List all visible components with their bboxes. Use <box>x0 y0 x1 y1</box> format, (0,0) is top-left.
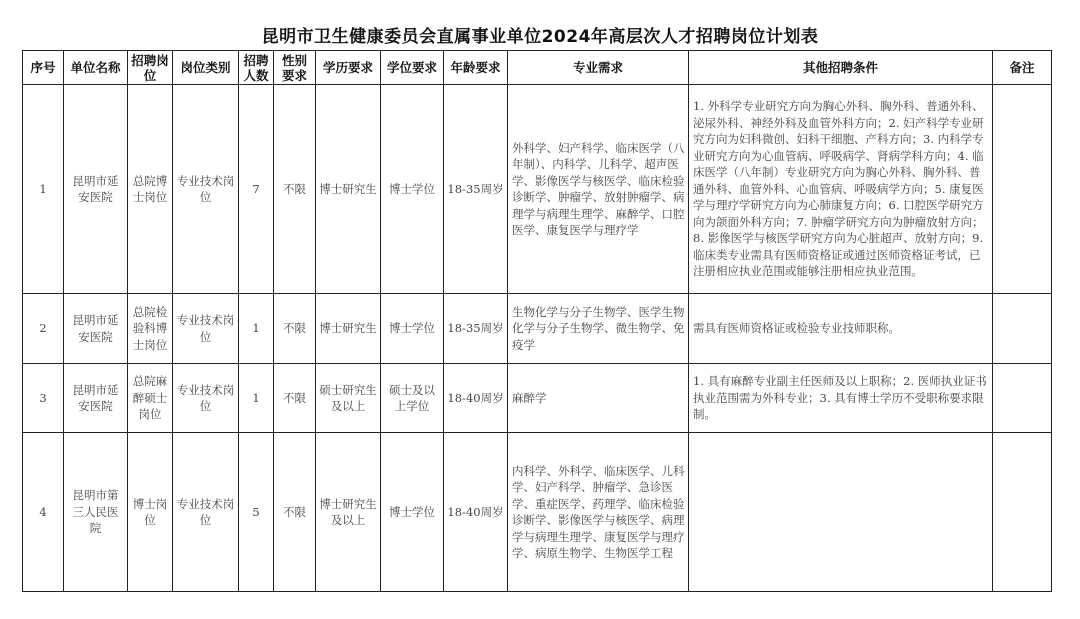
cell-count: 1 <box>239 294 274 364</box>
cell-other: 1. 外科学专业研究方向为胸心外科、胸外科、普通外科、泌尿外科、神经外科及血管外科方向；2. 妇产科学专业研究方向为妇科微创、妇科干细胞、产科方向；3. 内科学专业研究方向为心血管病、呼吸病学、肾病学科方向；4. 临床医学（八年制）专业研究方向为胸心外科、胸外科、普通外科、血管外科、心血管病、呼吸病学方向；5. 康复医学与理疗学研究方向为心肺康复方向；6. 口腔医学研究方向为颌面外科方向；7. 肿瘤学研究方向为肿瘤放射方向；8. 影像医学与核医学研究方向为心脏超声、放射方向；9. 临床类专业需具有医师资格证或通过医师资格证考试，已注册相应执业范围或能够注册相应执业范围。 <box>689 85 993 294</box>
cell-education: 博士研究生及以上 <box>316 433 381 592</box>
header-major: 专业需求 <box>508 51 689 85</box>
cell-degree: 博士学位 <box>381 433 444 592</box>
cell-remark <box>993 364 1052 433</box>
cell-gender: 不限 <box>274 294 316 364</box>
cell-education: 博士研究生 <box>316 294 381 364</box>
page-title: 昆明市卫生健康委员会直属事业单位2024年高层次人才招聘岗位计划表 <box>261 27 819 47</box>
cell-remark <box>993 433 1052 592</box>
header-unit: 单位名称 <box>64 51 128 85</box>
cell-other <box>689 433 993 592</box>
header-row <box>23 51 1052 85</box>
header-category: 岗位类别 <box>173 51 239 85</box>
cell-gender: 不限 <box>274 433 316 592</box>
cell-major: 外科学、妇产科学、临床医学（八年制）、内科学、儿科学、超声医学、影像医学与核医学、临床检验诊断学、肿瘤学、放射肿瘤学、病理学与病理生理学、麻醉学、口腔医学、康复医学与理疗学 <box>508 85 689 294</box>
cell-degree: 博士学位 <box>381 85 444 294</box>
cell-other: 需具有医师资格证或检验专业技师职称。 <box>689 294 993 364</box>
header-age: 年龄要求 <box>444 51 508 85</box>
header-post: 招聘岗位 <box>128 51 173 85</box>
header-gender: 性别要求 <box>274 51 316 85</box>
cell-post: 总院博士岗位 <box>128 85 173 294</box>
header-education: 学历要求 <box>316 51 381 85</box>
cell-post: 博士岗位 <box>128 433 173 592</box>
cell-category: 专业技术岗位 <box>173 364 239 433</box>
recruitment-plan-table <box>22 50 1052 592</box>
header-count: 招聘人数 <box>239 51 274 85</box>
cell-degree: 博士学位 <box>381 294 444 364</box>
table-row <box>23 364 1052 433</box>
cell-remark <box>993 85 1052 294</box>
cell-no: 4 <box>23 433 64 592</box>
cell-post: 总院麻醉硕士岗位 <box>128 364 173 433</box>
header-remark: 备注 <box>993 51 1052 85</box>
cell-count: 5 <box>239 433 274 592</box>
table-row <box>23 85 1052 294</box>
cell-age: 18-40周岁 <box>444 364 508 433</box>
cell-no: 1 <box>23 85 64 294</box>
cell-unit: 昆明市延安医院 <box>64 364 128 433</box>
cell-degree: 硕士及以上学位 <box>381 364 444 433</box>
cell-category: 专业技术岗位 <box>173 85 239 294</box>
cell-post: 总院检验科博士岗位 <box>128 294 173 364</box>
cell-education: 硕士研究生及以上 <box>316 364 381 433</box>
cell-education: 博士研究生 <box>316 85 381 294</box>
cell-category: 专业技术岗位 <box>173 294 239 364</box>
cell-remark <box>993 294 1052 364</box>
cell-no: 2 <box>23 294 64 364</box>
cell-other: 1. 具有麻醉专业副主任医师及以上职称；2. 医师执业证书执业范围需为外科专业；3. 具有博士学历不受职称要求限制。 <box>689 364 993 433</box>
cell-age: 18-35周岁 <box>444 294 508 364</box>
table-row <box>23 433 1052 592</box>
cell-major: 内科学、外科学、临床医学、儿科学、妇产科学、肿瘤学、急诊医学、重症医学、药理学、临床检验诊断学、影像医学与核医学、病理学与病理生理学、康复医学与理疗学、病原生物学、生物医学工程 <box>508 433 689 592</box>
header-degree: 学位要求 <box>381 51 444 85</box>
cell-count: 1 <box>239 364 274 433</box>
table-row <box>23 294 1052 364</box>
cell-gender: 不限 <box>274 85 316 294</box>
cell-age: 18-40周岁 <box>444 433 508 592</box>
cell-unit: 昆明市延安医院 <box>64 85 128 294</box>
cell-major: 麻醉学 <box>508 364 689 433</box>
cell-category: 专业技术岗位 <box>173 433 239 592</box>
header-no: 序号 <box>23 51 64 85</box>
header-other: 其他招聘条件 <box>689 51 993 85</box>
cell-no: 3 <box>23 364 64 433</box>
cell-unit: 昆明市第三人民医院 <box>64 433 128 592</box>
cell-age: 18-35周岁 <box>444 85 508 294</box>
cell-gender: 不限 <box>274 364 316 433</box>
cell-unit: 昆明市延安医院 <box>64 294 128 364</box>
cell-count: 7 <box>239 85 274 294</box>
cell-major: 生物化学与分子生物学、医学生物化学与分子生物学、微生物学、免疫学 <box>508 294 689 364</box>
